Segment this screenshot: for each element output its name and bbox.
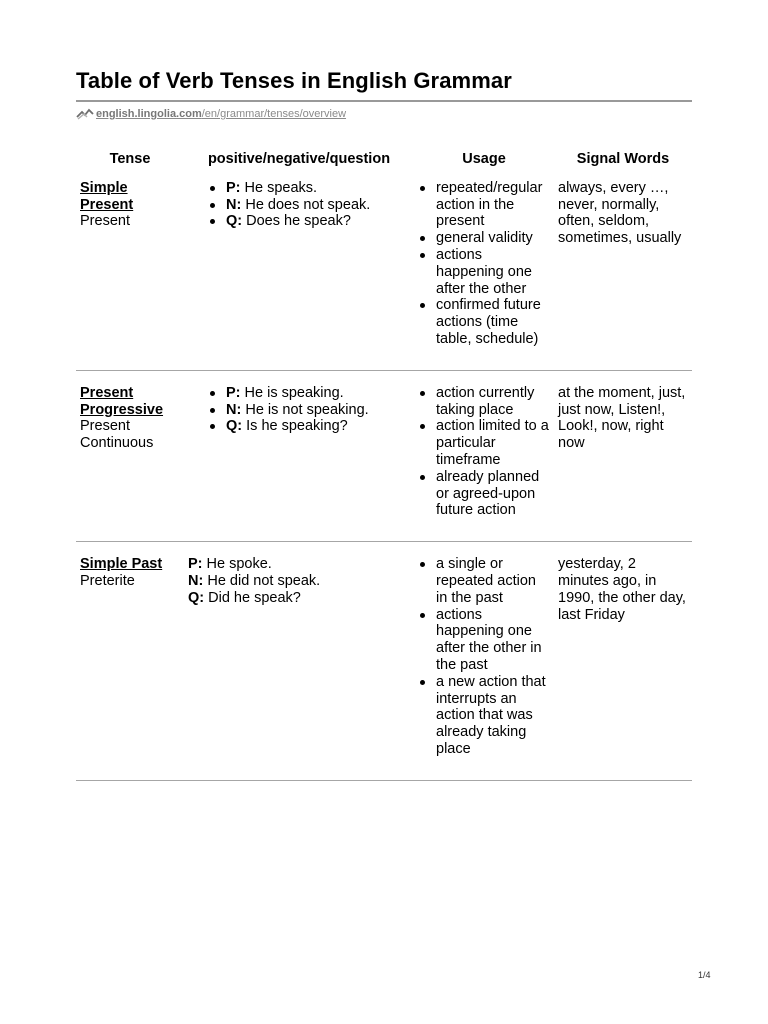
form-item: [188, 402, 410, 419]
forms-cell: [184, 542, 414, 781]
usage-item: action currently taking place: [418, 385, 550, 419]
tense-name: Simple Present: [80, 179, 134, 213]
tense-alternate-name: Present: [80, 213, 130, 230]
table-row: [76, 370, 692, 541]
forms-cell: [184, 370, 414, 541]
form-key: N:: [226, 196, 242, 213]
usage-item: a single or repeated action in the past: [418, 556, 550, 606]
form-text: He does not speak.: [241, 196, 371, 213]
form-item: [188, 213, 410, 230]
page-title: Table of Verb Tenses in English Grammar: [76, 68, 512, 93]
usage-item: repeated/regular action in the present: [418, 180, 550, 230]
tense-cell: [76, 180, 184, 370]
tense-name: Simple Past: [80, 556, 163, 573]
table-body: [76, 180, 692, 780]
usage-item: action limited to a particular timeframe: [418, 418, 550, 468]
source-path: /en/grammar/tenses/overview: [201, 108, 347, 120]
source-domain: english.lingolia.com: [96, 108, 202, 120]
usage-cell: [414, 370, 554, 541]
lingolia-logo-icon: [76, 108, 94, 120]
form-item: [188, 197, 410, 214]
tense-cell: [76, 370, 184, 541]
form-text: Is he speaking?: [242, 418, 348, 435]
forms-list: [188, 180, 410, 230]
signal-words-cell: yesterday, 2 minutes ago, in 1990, the other day, last Friday: [554, 542, 692, 781]
form-key: Q:: [188, 589, 205, 606]
form-text: He is not speaking.: [241, 401, 369, 418]
usage-list: [418, 556, 550, 758]
table-header-row: [76, 148, 692, 180]
form-text: He did not speak.: [203, 572, 321, 589]
form-item: [188, 556, 410, 573]
usage-list: [418, 180, 550, 348]
form-item: [188, 590, 410, 607]
form-item: [188, 573, 410, 590]
form-item: [188, 385, 410, 402]
usage-item: actions happening one after the other: [418, 247, 550, 297]
form-text: He is speaking.: [240, 384, 344, 401]
form-item: [188, 418, 410, 435]
header-signal-words: Signal Words: [576, 151, 670, 167]
header-tense: Tense: [109, 151, 151, 167]
form-key: N:: [226, 401, 242, 418]
title-divider: [76, 100, 692, 102]
form-text: He spoke.: [202, 556, 272, 573]
form-text: Does he speak?: [242, 213, 351, 230]
usage-cell: [414, 180, 554, 370]
forms-cell: [184, 180, 414, 370]
usage-item: actions happening one after the other in the past: [418, 607, 550, 674]
table-row: [76, 542, 692, 781]
form-key: Q:: [226, 418, 243, 435]
tense-cell: [76, 542, 184, 781]
tense-name: Present Progressive: [80, 384, 164, 418]
form-key: N:: [188, 572, 204, 589]
source-link-row: [76, 106, 346, 122]
forms-list: [188, 556, 410, 606]
usage-item: already planned or agreed-upon future action: [418, 469, 550, 519]
form-text: Did he speak?: [204, 589, 301, 606]
verb-tenses-table: [76, 148, 692, 781]
source-link[interactable]: [96, 106, 346, 122]
form-item: [188, 180, 410, 197]
tense-alternate-name: Present Continuous: [80, 418, 154, 452]
page-number: 1/4: [698, 970, 711, 980]
header-usage: Usage: [462, 151, 506, 167]
form-key: P:: [226, 179, 241, 196]
tense-alternate-name: Preterite: [80, 572, 135, 589]
usage-list: [418, 385, 550, 519]
usage-item: a new action that interrupts an action that was already taking place: [418, 674, 550, 758]
usage-item: general validity: [418, 230, 550, 247]
header-forms: positive/negative/question: [207, 151, 391, 167]
signal-words-cell: always, every …, never, normally, often, seldom, sometimes, usually: [554, 180, 692, 370]
form-key: P:: [188, 556, 203, 573]
form-key: P:: [226, 384, 241, 401]
form-text: He speaks.: [240, 179, 318, 196]
signal-words-cell: at the moment, just, just now, Listen!, Look!, now, right now: [554, 370, 692, 541]
usage-item: confirmed future actions (time table, schedule): [418, 297, 550, 347]
usage-cell: [414, 542, 554, 781]
table-row: [76, 180, 692, 370]
form-key: Q:: [226, 213, 243, 230]
forms-list: [188, 385, 410, 435]
